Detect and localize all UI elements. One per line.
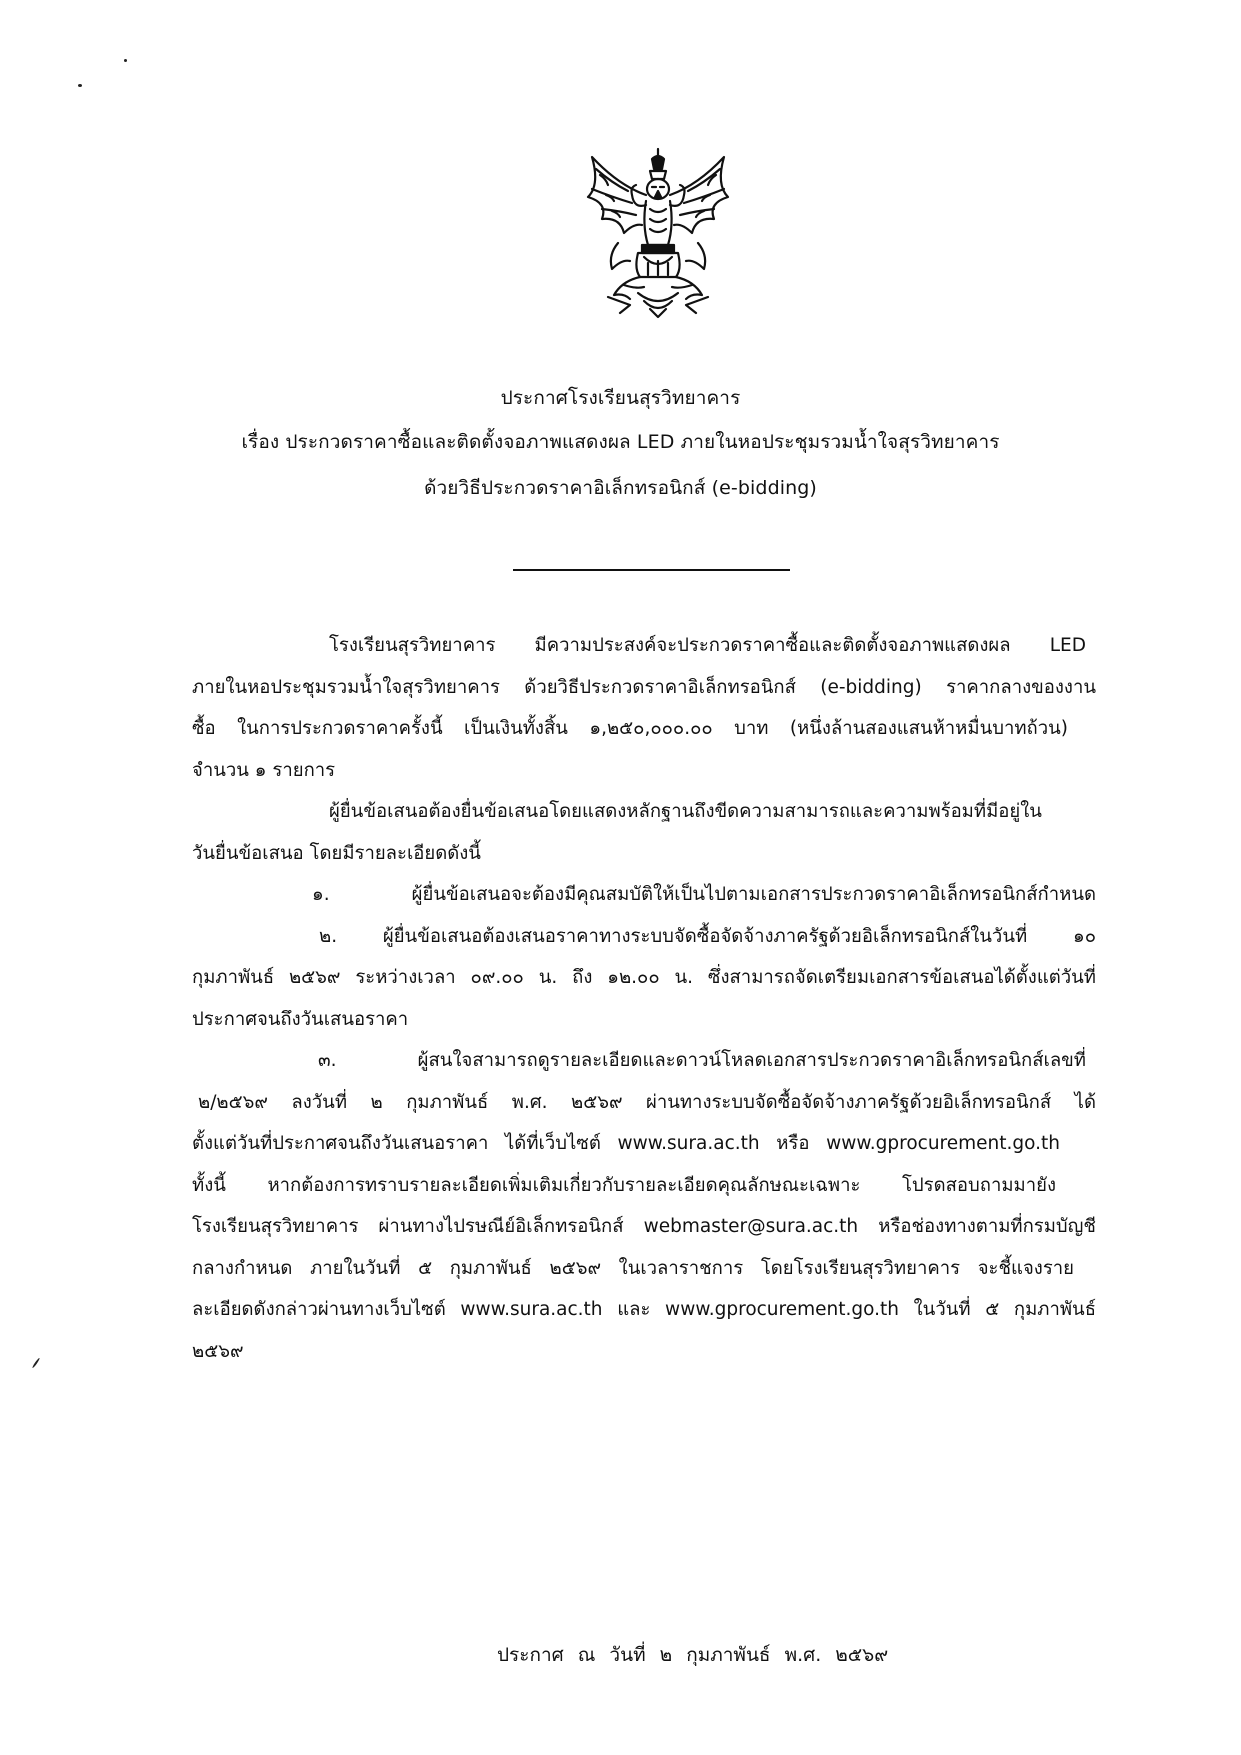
body-line: ๒. ผู้ยื่นข้อเสนอต้องเสนอราคาทางระบบจัดซื้อจัดจ้างภาครัฐด้วยอิเล็กทรอนิกส์ในวันที่ ๑๐ — [319, 925, 1096, 947]
scan-speck — [78, 84, 82, 87]
body-line: ประกาศจนถึงวันเสนอราคา — [192, 1008, 409, 1030]
body-line: ละเอียดดังกล่าวผ่านทางเว็บไซต์ www.sura.ac.th และ www.gprocurement.go.th ในวันที่ ๕ กุมภาพันธ์ — [192, 1299, 1096, 1320]
body-line: กลางกำหนด ภายในวันที่ ๕ กุมภาพันธ์ ๒๕๖๙ ในเวลาราชการ โดยโรงเรียนสุรวิทยาคาร จะชี้แจงราย — [192, 1257, 1074, 1279]
body-line: ๒/๒๕๖๙ ลงวันที่ ๒ กุมภาพันธ์ พ.ศ. ๒๕๖๙ ผ่านทางระบบจัดซื้อจัดจ้างภาครัฐด้วยอิเล็กทรอนิกส์ ได้ — [198, 1091, 1096, 1113]
body-line: ๑. ผู้ยื่นข้อเสนอจะต้องมีคุณสมบัติให้เป็นไปตามเอกสารประกวดราคาอิเล็กทรอนิกส์กำหนด — [312, 884, 1096, 905]
announcement-body — [192, 625, 1096, 1372]
garuda-emblem-icon — [578, 145, 738, 320]
body-line: ตั้งแต่วันที่ประกาศจนถึงวันเสนอราคา ได้ที่เว็บไซต์ www.sura.ac.th หรือ www.gprocurement.go.th — [192, 1133, 1060, 1154]
scan-speck — [32, 1358, 41, 1369]
body-line: ทั้งนี้ หากต้องการทราบรายละเอียดเพิ่มเติมเกี่ยวกับรายละเอียดคุณลักษณะเฉพาะ โปรดสอบถามมายัง — [192, 1174, 1056, 1196]
body-line: ภายในหอประชุมรวมน้ำใจสุรวิทยาคาร ด้วยวิธีประกวดราคาอิเล็กทรอนิกส์ (e-bidding) ราคากลางของงาน — [192, 676, 1096, 698]
body-line: กุมภาพันธ์ ๒๕๖๙ ระหว่างเวลา ๐๙.๐๐ น. ถึง ๑๒.๐๐ น. ซึ่งสามารถจัดเตรียมเอกสารข้อเสนอได้ตั้งแต่วันที่ — [192, 967, 1096, 988]
announcement-title: ประกาศโรงเรียนสุรวิทยาคาร — [500, 387, 741, 409]
body-line: ๒๕๖๙ — [192, 1340, 244, 1362]
heading-divider — [513, 569, 790, 571]
body-line: ผู้ยื่นข้อเสนอต้องยื่นข้อเสนอโดยแสดงหลักฐานถึงขีดความสามารถและความพร้อมที่มีอยู่ใน — [329, 801, 1042, 822]
body-line: จำนวน ๑ รายการ — [192, 759, 336, 781]
body-line: วันยื่นข้อเสนอ โดยมีรายละเอียดดังนี้ — [192, 842, 481, 864]
announcement-subject: เรื่อง ประกวดราคาซื้อและติดตั้งจอภาพแสดงผล LED ภายในหอประชุมรวมน้ำใจสุรวิทยาคาร — [241, 431, 1000, 453]
body-line: โรงเรียนสุรวิทยาคาร ผ่านทางไปรษณีย์อิเล็กทรอนิกส์ webmaster@sura.ac.th หรือช่องทางตามที่กรมบัญชี — [192, 1216, 1096, 1237]
announcement-date: ประกาศ ณ วันที่ ๒ กุมภาพันธ์ พ.ศ. ๒๕๖๙ — [497, 1644, 889, 1666]
scan-speck — [124, 59, 127, 62]
announcement-method: ด้วยวิธีประกวดราคาอิเล็กทรอนิกส์ (e-bidding) — [424, 477, 817, 499]
body-line: ๓. ผู้สนใจสามารถดูรายละเอียดและดาวน์โหลดเอกสารประกวดราคาอิเล็กทรอนิกส์เลขที่ — [318, 1050, 1086, 1071]
body-line: โรงเรียนสุรวิทยาคาร มีความประสงค์จะประกวดราคาซื้อและติดตั้งจอภาพแสดงผล LED — [329, 635, 1086, 656]
body-line: ซื้อ ในการประกวดราคาครั้งนี้ เป็นเงินทั้งสิ้น ๑,๒๕๐,๐๐๐.๐๐ บาท (หนึ่งล้านสองแสนห้าหมื่นบาทถ้วน) — [192, 718, 1068, 739]
